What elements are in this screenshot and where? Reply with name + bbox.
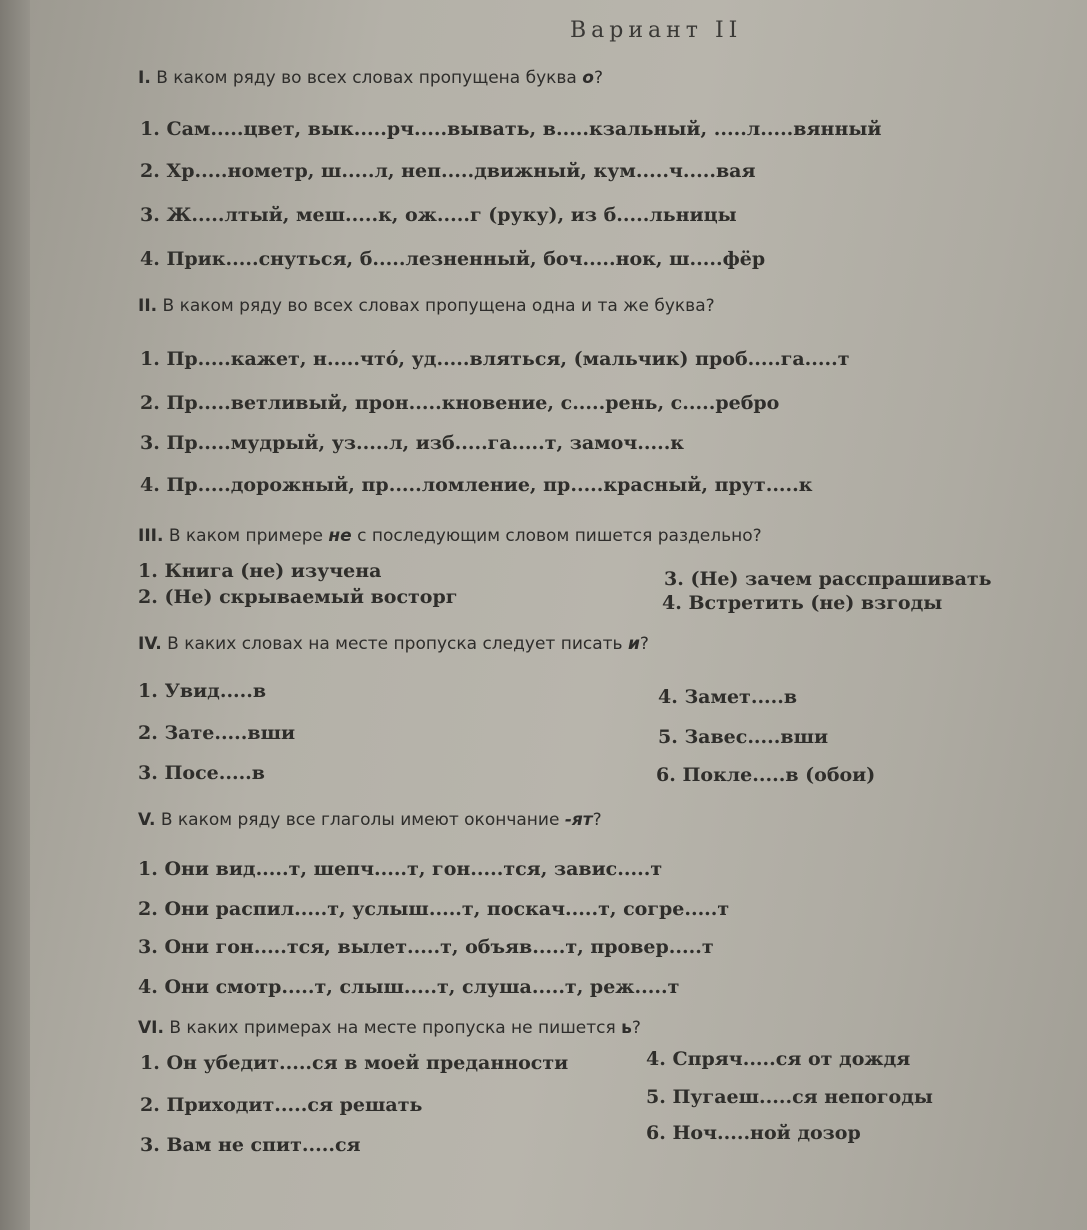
question-6 <box>138 1018 641 1038</box>
question-2-option-2: 2. Пр.....ветливый, прон.....кновение, с.....рень, с.....ребро <box>140 392 780 414</box>
question-1-letter: о <box>582 68 594 88</box>
question-3-option-2: 2. (Не) скрываемый восторг <box>138 586 458 608</box>
question-4-option-5: 5. Завес.....вши <box>658 726 829 748</box>
question-3-word: не <box>328 526 352 546</box>
question-4-option-1: 1. Увид.....в <box>138 680 267 702</box>
question-6-option-1: 1. Он убедит.....ся в моей преданности <box>140 1052 569 1074</box>
question-3-pre: В каком примере <box>168 526 323 546</box>
question-5-text: В каком ряду все глаголы имеют окончание <box>160 810 560 830</box>
question-5-number: V. <box>138 810 156 830</box>
question-4-option-6: 6. Покле.....в (обои) <box>656 764 876 786</box>
question-6-option-3: 3. Вам не спит.....ся <box>140 1134 361 1156</box>
question-5-option-3: 3. Они гон.....тся, вылет.....т, объяв.....т, провер.....т <box>138 936 714 958</box>
question-1-option-1: 1. Сам.....цвет, вык.....рч.....вывать, в.....кзальный, .....л.....вянный <box>140 118 882 140</box>
question-3 <box>138 526 762 546</box>
question-1-text: В каком ряду во всех словах пропущена буква <box>156 68 577 88</box>
question-4-number: IV. <box>138 634 162 654</box>
question-4 <box>138 634 649 654</box>
question-2-option-4: 4. Пр.....дорожный, пр.....ломление, пр.....красный, прут.....к <box>140 474 813 496</box>
question-2-option-3: 3. Пр.....мудрый, уз.....л, изб.....га.....т, замоч.....к <box>140 432 685 454</box>
book-spine-shadow <box>0 0 30 1230</box>
question-3-post: с последующим словом пишется раздельно? <box>357 526 762 546</box>
question-4-end: ? <box>639 634 649 654</box>
question-4-option-4: 4. Замет.....в <box>658 686 798 708</box>
question-1-end: ? <box>593 68 603 88</box>
question-4-option-2: 2. Зате.....вши <box>138 722 296 744</box>
variant-title: Вариант II <box>570 18 743 43</box>
question-3-option-1: 1. Книга (не) изучена <box>138 560 382 582</box>
question-6-option-2: 2. Приходит.....ся решать <box>140 1094 423 1116</box>
question-3-number: III. <box>138 526 164 546</box>
question-5-end: ? <box>592 810 602 830</box>
question-6-text: В каких примерах на месте пропуска не пишется <box>169 1018 616 1038</box>
question-5-option-4: 4. Они смотр.....т, слыш.....т, слуша.....т, реж.....т <box>138 976 680 998</box>
question-5-option-2: 2. Они распил.....т, услыш.....т, поскач.....т, согре.....т <box>138 898 730 920</box>
question-4-letter: и <box>627 634 640 654</box>
question-4-text: В каких словах на месте пропуска следует писать <box>167 634 623 654</box>
question-6-option-5: 5. Пугаеш.....ся непогоды <box>646 1086 933 1108</box>
question-3-option-4: 4. Встретить (не) взгоды <box>662 592 943 614</box>
question-6-option-6: 6. Ноч.....ной дозор <box>646 1122 861 1144</box>
question-5 <box>138 810 602 830</box>
question-5-option-1: 1. Они вид.....т, шепч.....т, гон.....тся, завис.....т <box>138 858 663 880</box>
question-2-option-1: 1. Пр.....кажет, н.....что́, уд.....вляться, (мальчик) проб.....га.....т <box>140 348 850 370</box>
question-6-number: VI. <box>138 1018 164 1038</box>
question-5-ending: -ят <box>564 810 593 830</box>
question-1-number: I. <box>138 68 151 88</box>
question-2 <box>138 296 715 316</box>
question-2-number: II. <box>138 296 158 316</box>
question-4-option-3: 3. Посе.....в <box>138 762 265 784</box>
question-1-option-3: 3. Ж.....лтый, меш.....к, ож.....г (руку), из б.....льницы <box>140 204 737 226</box>
question-2-text: В каком ряду во всех словах пропущена одна и та же буква? <box>162 296 715 316</box>
question-3-option-3: 3. (Не) зачем расспрашивать <box>664 568 992 590</box>
question-1 <box>138 68 603 88</box>
question-6-end: ? <box>631 1018 641 1038</box>
question-6-option-4: 4. Спряч.....ся от дождя <box>646 1048 911 1070</box>
question-6-letter: ь <box>621 1018 632 1038</box>
question-1-option-4: 4. Прик.....снуться, б.....лезненный, боч.....нок, ш.....фёр <box>140 248 766 270</box>
question-1-option-2: 2. Хр.....нометр, ш.....л, неп.....движный, кум.....ч.....вая <box>140 160 756 182</box>
